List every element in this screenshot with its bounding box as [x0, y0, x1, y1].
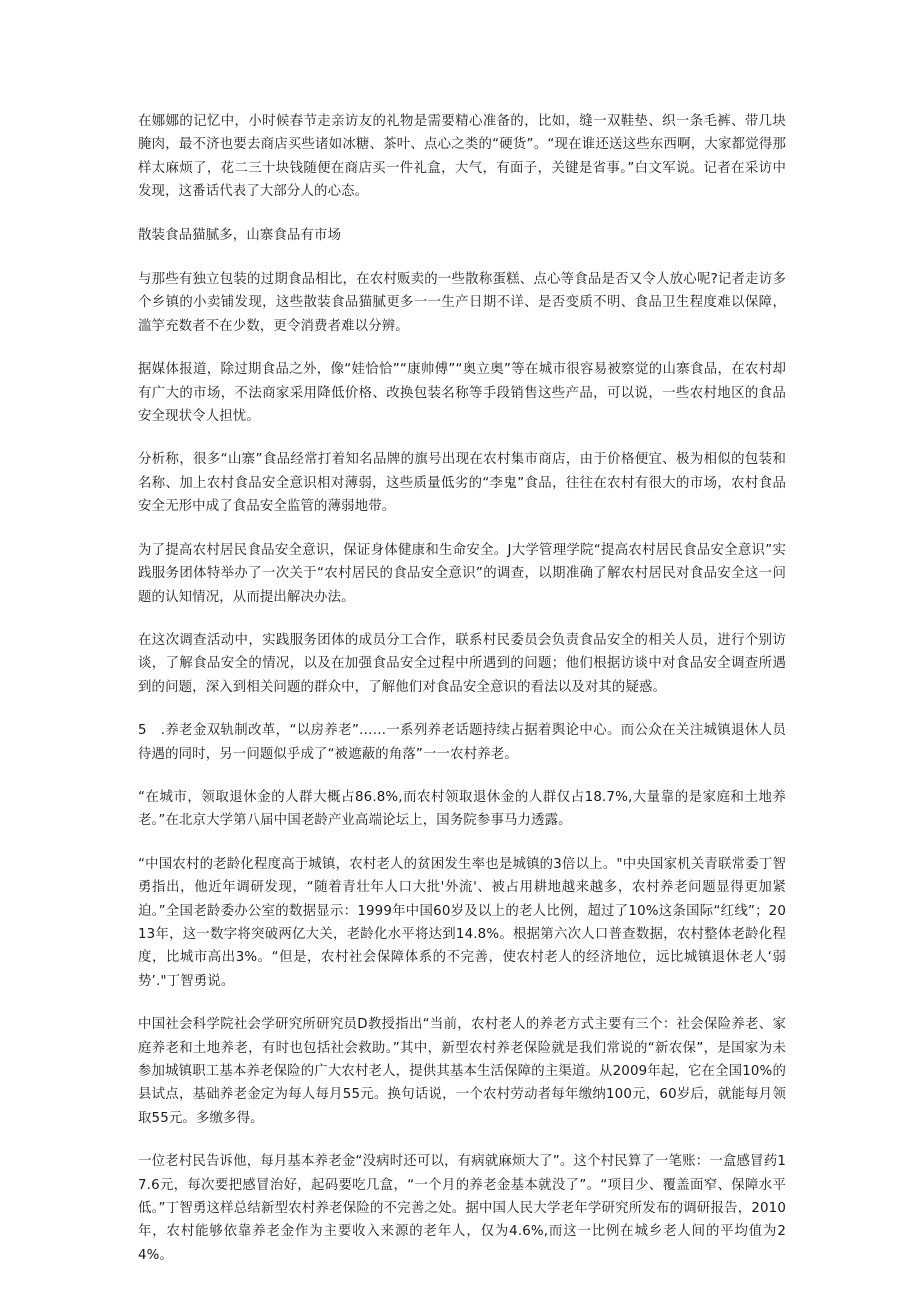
paragraph-pension-ratio: “在城市，领取退休金的人群大概占86.8%,而农村领取退休金的人群仅占18.7%,大量靠的是家庭和土地养老。”在北京大学第八届中国老龄产业高端论坛上，国务院参事马力透露。 [138, 789, 786, 829]
paragraph-pension-methods: 中国社会科学院社会学研究所研究员D教授指出“当前，农村老人的养老方式主要有三个：社会保险养老、家庭养老和土地养老，有时也包括社会救助。”其中，新型农村养老保险就是我们常说的“新农保”，是国家为未参加城镇职工基本养老保险的广大农村老人，提供其基本生活保障的主渠道。从2009年起，它在全国10%的县试点，基础养老金定为每人每月55元。换句话说，一个农村劳动者每年缴纳100元，60岁后，就能每月领取55元。多缴多得。 [138, 1017, 786, 1126]
paragraph-survey-activity: 在这次调查活动中，实践服务团体的成员分工合作，联系村民委员会负责食品安全的相关人员，进行个别访谈，了解食品安全的情况，以及在加强食品安全过程中所遇到的问题；他们根据访谈中对食品安全调查所遇到的问题，深入到相关问题的群众中，了解他们对食品安全意识的看法以及对其的疑惑。 [138, 632, 786, 695]
paragraph-pension-reform: 5 .养老金双轨制改革，“以房养老”……一系列养老话题持续占据着舆论中心。而公众在关注城镇退休人员待遇的同时，另一问题似乎成了“被遮蔽的角落”一一农村养老。 [138, 723, 786, 762]
paragraph-bulk-food: 与那些有独立包装的过期食品相比，在农村贩卖的一些散称蛋糕、点心等食品是否又令人放心呢?记者走访多个乡镇的小卖铺发现，这些散装食品猫腻更多一一生产日期不详、是否变质不明、食品卫生程度难以保障，滥竽充数者不在少数，更令消费者难以分辨。 [138, 272, 786, 334]
paragraph-villager-account: 一位老村民告诉他，每月基本养老金“没病时还可以，有病就麻烦大了”。这个村民算了一笔账：一盒感冒药17.6元，每次要把感冒治好，起码要吃几盒，“一个月的养老金基本就没了”。“项目少、覆盖面窄、保障水平低。”丁智勇这样总结新型农村养老保险的不完善之处。据中国人民大学老年学研究所发布的调研报告，2010年，农村能够依靠养老金作为主要收入来源的老年人，仅为4.6%,而这一比例在城乡老人间的平均值为24%。 [138, 1154, 786, 1263]
paragraph-survey-intro: 为了提高农村居民食品安全意识，保证身体健康和生命安全。J大学管理学院“提高农村居民食品安全意识”实践服务团体特举办了一次关于“农村居民的食品安全意识”的调查，以期准确了解农村居民对食品安全这一问题的认知情况，从而提出解决办法。 [138, 542, 786, 605]
document-body [138, 110, 786, 1287]
paragraph-counterfeit-food: 据媒体报道，除过期食品之外，像“娃恰恰”“康帅傅”“奥立奥”等在城市很容易被察觉的山寨食品，在农村却有广大的市场，不法商家采用降低价格、改换包装名称等手段销售这些产品，可以说，一些农村地区的食品安全现状令人担忧。 [138, 362, 786, 425]
paragraph-aging: “中国农村的老龄化程度高于城镇，农村老人的贫困发生率也是城镇的3倍以上。"中央国家机关青联常委丁智勇指出，他近年调研发现，“随着青壮年人口大批'外流'、被占用耕地越来越多，农村养老问题显得更加紧迫。”全国老龄委办公室的数据显示：1999年中国60岁及以上的老人比例，超过了10%这条国际“红线”；2013年，这一数字将突破两亿大关，老龄化水平将达到14.8%。根据第六次人口普查数据，农村整体老龄化程度，比城市高出3%。“但是，农村社会保障体系的不完善，使农村老人的经济地位，远比城镇退休老人‘弱势’."丁智勇说。 [138, 856, 786, 989]
paragraph-gift-memory: 在娜娜的记忆中，小时候春节走亲访友的礼物是需要精心准备的，比如，缝一双鞋垫、织一条毛裤、带几块腌肉，最不济也要去商店买些诸如冰糖、茶叶、点心之类的“硬货”。“现在谁还送这些东西啊，大家都觉得那样太麻烦了，花二三十块钱随便在商店买一件礼盒，大气，有面子，关键是省事。”白文军说。记者在采访中发现，这番话代表了大部分人的心态。 [138, 114, 786, 200]
section-heading-bulk-food: 散装食品猫腻多，山寨食品有市场 [138, 227, 342, 243]
paragraph-analysis: 分析称，很多“山寨”食品经常打着知名品牌的旗号出现在农村集市商店，由于价格便宜、极为相似的包装和名称、加上农村食品安全意识相对薄弱，这些质量低劣的“李鬼”食品，往往在农村有很大的市场，农村食品安全无形中成了食品安全监管的薄弱地带。 [138, 452, 786, 515]
